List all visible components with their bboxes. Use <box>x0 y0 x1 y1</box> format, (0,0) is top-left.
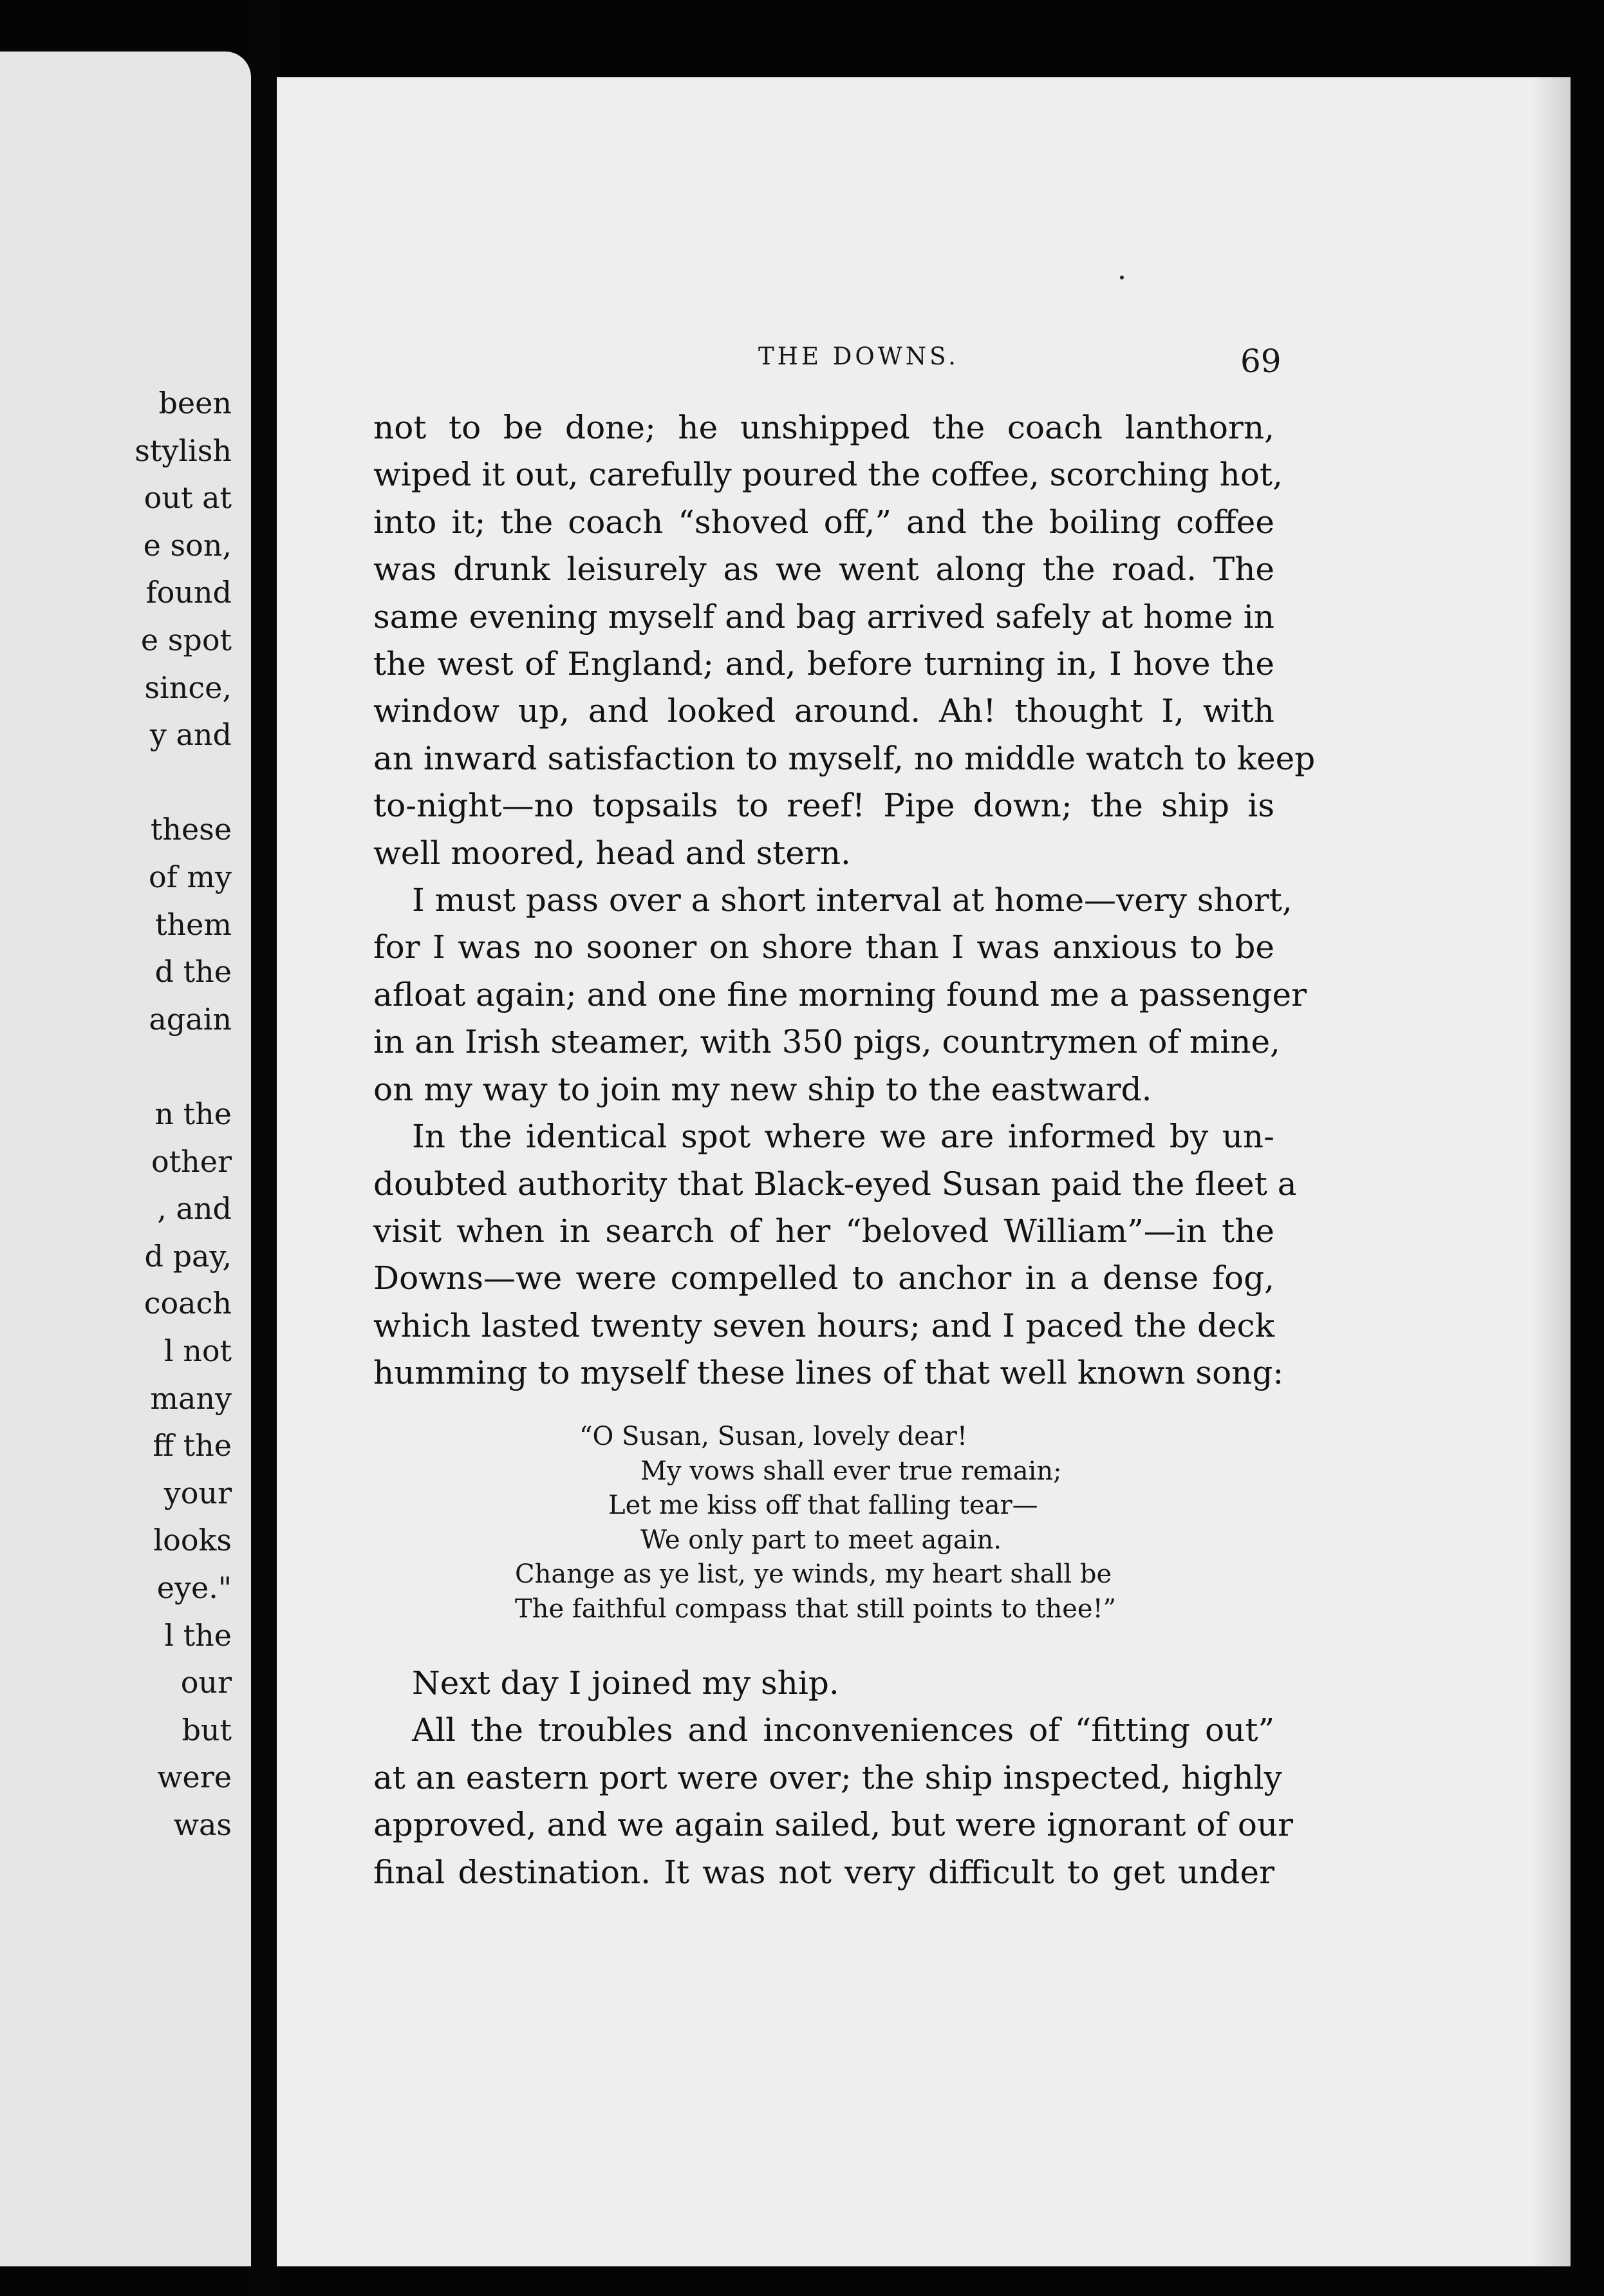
left-page-line: but <box>182 1712 232 1747</box>
text-line: window up, and looked around. Ah! thought I, with <box>373 692 1274 730</box>
text-line: visit when in search of her “beloved William”—in the <box>373 1212 1274 1250</box>
left-page-line: them <box>155 907 232 942</box>
paragraph <box>373 1113 1297 1397</box>
text-line: not to be done; he unshipped the coach lanthorn, <box>373 409 1274 446</box>
left-page-line: n the <box>154 1096 232 1131</box>
text-line: doubted authority that Black-eyed Susan paid the fleet a <box>373 1165 1297 1203</box>
body-text-top <box>373 404 1316 1397</box>
page-edge <box>1571 129 1604 2254</box>
text-line: In the identical spot where we are informed by un- <box>412 1118 1274 1156</box>
text-line: humming to myself these lines of that well known song: <box>373 1354 1284 1392</box>
text-line: an inward satisfaction to myself, no middle watch to keep <box>373 739 1316 777</box>
left-page-line: looks <box>153 1523 232 1558</box>
paragraph <box>373 404 1316 877</box>
left-page-line: l not <box>163 1333 232 1368</box>
text-line: approved, and we again sailed, but were ignorant of our <box>373 1806 1294 1844</box>
text-line: in an Irish steamer, with 350 pigs, countrymen of mine, <box>373 1023 1280 1061</box>
text-line: to-night—no topsails to reef! Pipe down; the ship is <box>373 787 1274 825</box>
page-edge-shadow <box>1532 77 1571 2266</box>
left-page-line: our <box>180 1665 232 1700</box>
text-line: was drunk leisurely as we went along the road. The <box>373 550 1274 588</box>
left-page-fragment <box>0 52 251 2266</box>
left-page-line: since, <box>144 670 232 705</box>
text-line: wiped it out, carefully poured the coffee, scorching hot, <box>373 456 1283 494</box>
verse-quotation <box>515 1420 1159 1626</box>
body-text-bottom <box>373 1660 1294 1896</box>
text-line: final destination. It was not very difficult to get under <box>373 1853 1274 1891</box>
left-page-line: e spot <box>140 623 232 657</box>
left-page-line: stylish <box>135 433 232 468</box>
running-head: THE DOWNS. <box>758 343 959 370</box>
text-line: at an eastern port were over; the ship inspected, highly <box>373 1758 1282 1796</box>
left-page-line: d pay, <box>144 1238 232 1274</box>
left-page-line: eye." <box>156 1570 232 1605</box>
text-line: for I was no sooner on shore than I was anxious to be <box>373 928 1274 966</box>
verse-line: Let me kiss off that falling tear— <box>608 1491 1038 1520</box>
text-line: Downs—we were compelled to anchor in a dense fog, <box>373 1259 1274 1297</box>
page-number: 69 <box>1240 343 1282 380</box>
text-line: which lasted twenty seven hours; and I paced the deck <box>373 1306 1274 1344</box>
book-gutter <box>251 0 277 2296</box>
text-line: well moored, head and stern. <box>373 834 851 872</box>
left-page-line: were <box>157 1760 232 1795</box>
text-line: Next day I joined my ship. <box>412 1664 839 1702</box>
verse-line: We only part to meet again. <box>640 1525 1002 1555</box>
left-page-line: y and <box>149 717 232 753</box>
paragraph <box>373 1660 1274 1707</box>
left-page-line: l the <box>164 1617 232 1653</box>
left-page-line: been <box>158 386 232 420</box>
verse-line: “O Susan, Susan, lovely dear! <box>579 1422 967 1451</box>
left-page-line: coach <box>144 1286 232 1321</box>
left-page-line: e son, <box>143 527 232 563</box>
text-line: I must pass over a short interval at home—very short, <box>412 881 1292 919</box>
left-page-line: , and <box>157 1191 232 1227</box>
left-page-line: these <box>150 812 232 847</box>
left-page-line: other <box>151 1143 232 1179</box>
verse-line: The faithful compass that still points to thee!” <box>515 1594 1117 1624</box>
left-page-line: your <box>163 1475 232 1510</box>
verse-line: My vows shall ever true remain; <box>640 1456 1062 1486</box>
paragraph <box>373 877 1307 1113</box>
paragraph <box>373 1707 1294 1896</box>
speck <box>1120 276 1124 279</box>
left-page-line: was <box>173 1807 232 1842</box>
left-page-line: d the <box>154 954 232 990</box>
text-line: afloat again; and one fine morning found me a passenger <box>373 975 1307 1013</box>
verse-line: Change as ye list, ye winds, my heart shall be <box>515 1559 1112 1589</box>
text-line: the west of England; and, before turning in, I hove the <box>373 645 1274 683</box>
text-line: into it; the coach “shoved off,” and the boiling coffee <box>373 503 1274 541</box>
left-page-line: out at <box>144 480 232 516</box>
left-page-line: ff the <box>153 1428 232 1463</box>
left-page-line: many <box>150 1380 232 1416</box>
left-page-line: of my <box>149 860 232 894</box>
text-line: on my way to join my new ship to the eastward. <box>373 1070 1152 1108</box>
left-page-line: found <box>145 575 232 610</box>
text-line: same evening myself and bag arrived safely at home in <box>373 598 1274 635</box>
text-line: All the troubles and inconveniences of “fitting out” <box>412 1711 1274 1749</box>
left-page-line: again <box>149 1001 232 1037</box>
